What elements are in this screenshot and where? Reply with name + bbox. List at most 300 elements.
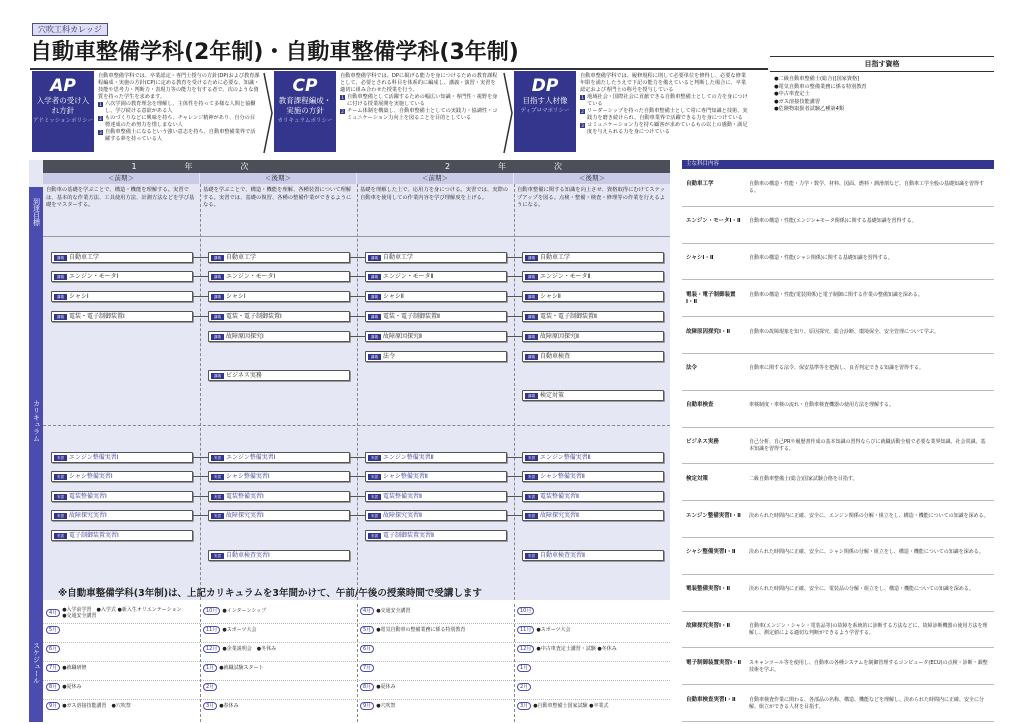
curriculum-grid bbox=[29, 160, 670, 600]
school-badge: 穴吹工科カレッジ bbox=[32, 23, 108, 36]
practical-name: 故障探究実習Ⅱ bbox=[540, 512, 579, 519]
schedule-month: 10月 bbox=[517, 607, 534, 615]
lecture-tag: 講義 bbox=[525, 314, 538, 320]
lecture-tag: 講義 bbox=[368, 255, 381, 261]
qualifications-header: 目指す資格 bbox=[770, 56, 994, 72]
subject-desc: 自己分析、自己PRや履歴書作成の基本知識の習得ならびに就職活動全般で必要な業界知識、社会常識、基本知識を習得する。 bbox=[749, 438, 986, 452]
practical-name: エンジン整備実習Ⅰ bbox=[69, 454, 119, 461]
schedule-row bbox=[203, 702, 354, 710]
subject-name: 検定対策 bbox=[686, 475, 709, 482]
lecture-name: 自動車工学 bbox=[540, 254, 571, 261]
lecture-box bbox=[522, 252, 664, 263]
lecture-name: 自動車工学 bbox=[226, 254, 257, 261]
schedule-event: ●スポーツ大会 bbox=[222, 627, 257, 633]
policy-item: 2 リーダーシップを持った自動車整備士として常に専門知識と技術、実践力を磨き続けられ、自動車業界で活躍できる力を身につけている bbox=[581, 108, 748, 121]
lecture-name: シャシⅠ bbox=[226, 293, 246, 300]
qualification-item: ●中古車査定士 bbox=[774, 91, 810, 97]
schedule-row bbox=[46, 683, 197, 691]
subject-row bbox=[682, 464, 994, 501]
practical-box bbox=[522, 452, 664, 463]
lecture-name: エンジン・モータⅠ bbox=[69, 273, 119, 280]
goal-divider bbox=[43, 236, 670, 237]
subject-row bbox=[682, 317, 994, 354]
practical-tag: 実習 bbox=[525, 474, 538, 480]
subject-row bbox=[682, 170, 994, 207]
lecture-name: ビジネス実務 bbox=[226, 372, 262, 379]
schedule-row bbox=[46, 664, 197, 672]
schedule-row bbox=[517, 626, 668, 634]
schedule-month: 7月 bbox=[360, 664, 374, 672]
practical-name: 電装整備実習Ⅰ bbox=[69, 493, 107, 500]
lecture-box bbox=[365, 311, 507, 322]
side-label: カリキュラム bbox=[29, 237, 43, 604]
practical-tag: 実習 bbox=[54, 474, 67, 480]
connector-line bbox=[507, 515, 522, 516]
lecture-tag: 講義 bbox=[211, 334, 224, 340]
lecture-box bbox=[365, 291, 507, 302]
practical-box bbox=[365, 510, 507, 521]
policy-lead: 自動車整備学科では、DPに掲げる能力を身につけるための教育課程として、必要とされる科目を体系的に編成し、講義・演習・実習を適切に組み合わせた授業を行う。 bbox=[340, 73, 498, 93]
diploma-policy-box bbox=[514, 71, 576, 152]
subject-name: エンジン・モータⅠ・Ⅱ bbox=[686, 218, 741, 225]
practical-tag: 実習 bbox=[368, 513, 381, 519]
practical-name: 故障探究実習Ⅱ bbox=[383, 512, 422, 519]
practical-tag: 実習 bbox=[211, 455, 224, 461]
lecture-name: 検定対策 bbox=[540, 392, 565, 399]
lecture-tag: 講義 bbox=[368, 354, 381, 360]
lecture-name: シャシⅠ bbox=[69, 293, 89, 300]
subject-name: 故障探究実習Ⅰ・Ⅱ bbox=[686, 622, 731, 629]
schedule-row bbox=[46, 626, 197, 634]
practical-box bbox=[365, 491, 507, 502]
column-divider bbox=[357, 184, 358, 600]
practical-name: エンジン整備実習Ⅰ bbox=[226, 454, 276, 461]
schedule-row-divider bbox=[43, 661, 670, 662]
subject-desc: スキャンツール等を使用し、自動車の各種システムを制御管理するコンピュータ(ECU)の点検・診断・調整技術を学ぶ。 bbox=[749, 659, 988, 673]
lecture-name: シャシⅡ bbox=[540, 293, 561, 300]
policy-item: 2 ものづくりなどに興味を持ち、チャレンジ精神があり、自分の目標達成のため努力を惜しまない人 bbox=[99, 115, 256, 128]
lecture-tag: 講義 bbox=[368, 274, 381, 280]
connector-line bbox=[350, 257, 365, 258]
lecture-box bbox=[51, 291, 193, 302]
connector-line bbox=[507, 276, 522, 277]
practical-tag: 実習 bbox=[54, 533, 67, 539]
practical-box bbox=[208, 471, 350, 482]
schedule-row bbox=[203, 664, 354, 672]
schedule-row bbox=[360, 626, 511, 634]
practical-box bbox=[208, 510, 350, 521]
lecture-tag: 講義 bbox=[211, 373, 224, 379]
lecture-name: 電装・電子制御装置Ⅰ bbox=[69, 313, 125, 320]
schedule-event: ●夏休み bbox=[62, 684, 82, 690]
schedule-month: 12月 bbox=[203, 645, 220, 653]
side-label: 到達目標 bbox=[29, 187, 43, 237]
lecture-box bbox=[51, 252, 193, 263]
policy-name: 目指す人材像 bbox=[522, 96, 568, 105]
lecture-box bbox=[522, 271, 664, 282]
schedule-event: ●入学前学習 ●入学式 ●新入生オリエンテーション ●交通安全講習 bbox=[62, 607, 187, 619]
practical-box bbox=[51, 491, 193, 502]
practical-tag: 実習 bbox=[211, 553, 224, 559]
schedule-month: 12月 bbox=[517, 645, 534, 653]
curriculum-policy-box bbox=[274, 71, 336, 152]
lecture-box bbox=[522, 351, 664, 362]
schedule-row bbox=[46, 607, 197, 619]
term-header: ＜後期＞ bbox=[200, 173, 356, 184]
lecture-box bbox=[51, 311, 193, 322]
schedule-month: 2月 bbox=[203, 683, 217, 691]
lecture-name: 故障原因探究Ⅱ bbox=[540, 333, 579, 340]
connector-line bbox=[507, 496, 522, 497]
practical-tag: 実習 bbox=[525, 553, 538, 559]
lecture-box bbox=[51, 271, 193, 282]
curriculum-policy-text bbox=[340, 73, 500, 122]
subject-desc: 自動車検査作業に関わる、各部品の名称、構造、機能などを理解し、決められた時間内に正確、安全に分解、組立ができる人材を目指す。 bbox=[749, 696, 985, 710]
practical-name: 自動車検査実習Ⅱ bbox=[540, 552, 585, 559]
subject-name: 故障原因探究Ⅰ・Ⅱ bbox=[686, 328, 731, 335]
subject-desc: 二級自動車整備士(総合)国家試験合格を目指す。 bbox=[749, 475, 858, 482]
policy-sub: ディプロマポリシー bbox=[520, 108, 570, 114]
schedule-event: ●穴吹祭 bbox=[376, 703, 396, 709]
policy-item: 3 コミュニケーション力を持ち顧客が求めているもの以上の感動・満足度を与えられる力を身につけている bbox=[581, 122, 748, 135]
practical-tag: 実習 bbox=[368, 494, 381, 500]
policy-name: 教育課程編成・実施の方針 bbox=[278, 96, 332, 115]
lecture-tag: 講義 bbox=[525, 354, 538, 360]
schedule-row bbox=[517, 702, 668, 710]
schedule-month: 5月 bbox=[360, 626, 374, 634]
lecture-box bbox=[365, 331, 507, 342]
subject-name: 電装・電子制御装置Ⅰ・Ⅱ bbox=[686, 291, 736, 305]
subject-name: シャシ整備実習Ⅰ・Ⅱ bbox=[686, 549, 736, 556]
subject-desc: 自動車の構造・性能・力学・数学、材料、図面、燃料・潤滑剤など、自動車工学全般の基礎知識を習得する。 bbox=[749, 181, 985, 195]
lecture-box bbox=[365, 252, 507, 263]
lecture-box bbox=[208, 331, 350, 342]
three-year-note: ※自動車整備学科(3年制)は、上記カリキュラムを3年間かけて、午前/午後の授業時間で受講します bbox=[58, 588, 482, 599]
subject-row bbox=[682, 575, 994, 612]
schedule-event: ●自動車整備士国家試験 ●卒業式 bbox=[533, 703, 609, 709]
qualification-item: ●電気自動車の整備業務に係る特別教育 bbox=[774, 83, 867, 90]
qualifications-panel bbox=[770, 56, 994, 114]
lecture-name: 電装・電子制御装置Ⅱ bbox=[540, 313, 597, 320]
subject-row bbox=[682, 648, 994, 685]
schedule-event: ●交通安全講習 bbox=[376, 608, 411, 614]
lecture-box bbox=[522, 390, 664, 401]
schedule-row bbox=[517, 664, 668, 672]
subject-desc: 自動車(エンジン・シャシ・電装品等)の故障を系統的に診断する方法などに、故障診断機器の使用方法を理解し、測定値による適切な判断ができるよう学習する。 bbox=[749, 622, 988, 636]
connector-line bbox=[350, 496, 365, 497]
lecture-box bbox=[522, 331, 664, 342]
policy-item: 2 チーム体制を構築し、自動車整備士としての実践力・協調性・コミュニケーション力向上を図ることを目的としている bbox=[341, 108, 498, 121]
schedule-month: 2月 bbox=[517, 683, 531, 691]
lecture-tag: 講義 bbox=[211, 314, 224, 320]
subject-desc: 決められた時間内に正確、安全に、シャシ関係の分解・組立をし、構造・機能についての知識を深める。 bbox=[749, 549, 984, 556]
subject-row bbox=[682, 244, 994, 281]
lecture-name: 電装・電子制御装置Ⅱ bbox=[383, 313, 440, 320]
lecture-name: シャシⅡ bbox=[383, 293, 404, 300]
schedule-month: 11月 bbox=[203, 626, 220, 634]
practical-name: 故障探究実習Ⅰ bbox=[69, 512, 107, 519]
diploma-policy-text bbox=[580, 73, 748, 136]
practical-box bbox=[365, 452, 507, 463]
lecture-name: 自動車検査 bbox=[540, 353, 571, 360]
goal-text: 基礎を理解した上で、応用力を身につける。実習では、実際の自動車を使用しての作業内容を学び理解度を上げる。 bbox=[360, 187, 509, 201]
schedule-row bbox=[360, 702, 511, 710]
schedule-event: ●中古車査定士講習・試験 ●冬休み bbox=[536, 646, 617, 652]
practical-box bbox=[522, 550, 664, 561]
lecture-tag: 講義 bbox=[211, 255, 224, 261]
practical-box bbox=[208, 452, 350, 463]
lecture-box bbox=[208, 311, 350, 322]
practical-name: 自動車検査実習Ⅰ bbox=[226, 552, 270, 559]
policy-item: 3 自動車整備士になるという強い意志を持ち、自動車整備業界で活躍する夢を持っている人 bbox=[99, 129, 256, 142]
arrow-chevron-icon bbox=[262, 71, 274, 155]
lecture-box bbox=[365, 351, 507, 362]
schedule-event: ●インターンシップ bbox=[222, 608, 267, 614]
schedule-month: 10月 bbox=[203, 607, 220, 615]
subject-row bbox=[682, 612, 994, 649]
practical-box bbox=[208, 491, 350, 502]
connector-line bbox=[507, 336, 522, 337]
schedule-divider bbox=[357, 604, 358, 722]
goal-text: 基礎を学ぶことで、構造・機能を理解、各種装置について理解する。実習では、基礎の復習、各種の整備作業ができるようになる。 bbox=[203, 187, 352, 208]
subject-desc: 決められた時間内に正確、安全に、電装品の分解・組立をし、構造・機能についての知識を深める。 bbox=[749, 586, 974, 593]
schedule-divider bbox=[514, 604, 515, 722]
policy-abbr: DP bbox=[531, 76, 559, 96]
schedule-row bbox=[203, 683, 354, 691]
arrow-chevron-icon bbox=[502, 71, 514, 155]
subject-desc: 自動車の故障現象を知り、原因探究、総合診断、環境保全、安全管理について学ぶ。 bbox=[749, 328, 940, 335]
lecture-name: 法令 bbox=[383, 353, 396, 360]
schedule-row bbox=[360, 645, 511, 653]
schedule-month: 7月 bbox=[46, 664, 60, 672]
lecture-tag: 講義 bbox=[211, 294, 224, 300]
qualification-item: ●危険物取扱者試験乙種第4類 bbox=[774, 106, 845, 112]
connector-line bbox=[350, 457, 365, 458]
policy-abbr: AP bbox=[50, 76, 76, 96]
practical-name: 電装整備実習Ⅱ bbox=[540, 493, 579, 500]
schedule-event: ●企業説明会 ●冬休み bbox=[222, 646, 277, 652]
side-label: スケジュール bbox=[29, 604, 43, 722]
schedule-row bbox=[46, 645, 197, 653]
practical-name: 電装整備実習Ⅰ bbox=[226, 493, 264, 500]
lecture-tag: 講義 bbox=[54, 255, 67, 261]
schedule-month: 4月 bbox=[46, 609, 60, 617]
practical-box bbox=[51, 452, 193, 463]
schedule-row bbox=[517, 683, 668, 691]
subject-row bbox=[682, 685, 994, 722]
practical-name: シャシ整備実習Ⅰ bbox=[226, 473, 270, 480]
subject-desc: 自動車の構造・性能(シャシ関係)に関する基礎知識を習得する。 bbox=[749, 254, 893, 261]
practical-box bbox=[365, 471, 507, 482]
schedule-row bbox=[360, 607, 511, 615]
practical-tag: 実習 bbox=[368, 455, 381, 461]
subject-row bbox=[682, 428, 994, 465]
lecture-name: エンジン・モータⅡ bbox=[383, 273, 434, 280]
policy-sub: カリキュラムポリシー bbox=[277, 118, 333, 124]
practical-tag: 実習 bbox=[368, 474, 381, 480]
practical-tag: 実習 bbox=[211, 494, 224, 500]
schedule-month: 3月 bbox=[203, 702, 217, 710]
schedule-row bbox=[517, 607, 668, 615]
connector-line bbox=[193, 296, 208, 297]
subject-name: 自動車検査実習Ⅰ・Ⅱ bbox=[686, 696, 736, 703]
schedule-month: 9月 bbox=[360, 702, 374, 710]
practical-name: シャシ整備実習Ⅱ bbox=[540, 473, 585, 480]
term-header: ＜前期＞ bbox=[357, 173, 513, 184]
schedule-row-divider bbox=[43, 623, 670, 624]
connector-line bbox=[350, 316, 365, 317]
lecture-tag: 講義 bbox=[54, 294, 67, 300]
schedule-month: 1月 bbox=[517, 664, 531, 672]
lecture-tag: 講義 bbox=[54, 314, 67, 320]
connector-line bbox=[350, 515, 365, 516]
admission-policy-text bbox=[98, 73, 260, 143]
policy-abbr: CP bbox=[292, 76, 318, 96]
policy-item: 1 六次学園の教育理念を理解し、主体性を持って多様な人間と協働し、学び続ける意欲がある人 bbox=[99, 101, 256, 114]
subject-row bbox=[682, 391, 994, 428]
practical-name: シャシ整備実習Ⅰ bbox=[69, 473, 113, 480]
lecture-box bbox=[522, 311, 664, 322]
goal-text: 自動車整備に関する知識を向上させ、資格取得にむけてステップアップを図る。点検・整備・検査・修理等の作業を行えるようになる。 bbox=[517, 187, 666, 208]
lecture-tag: 講義 bbox=[368, 314, 381, 320]
subject-row bbox=[682, 501, 994, 538]
schedule-month: 9月 bbox=[46, 702, 60, 710]
schedule-month: 11月 bbox=[517, 626, 534, 634]
schedule-event: ●就職試験スタート bbox=[219, 665, 264, 671]
lecture-box bbox=[365, 271, 507, 282]
practical-tag: 実習 bbox=[54, 494, 67, 500]
schedule-month: 6月 bbox=[360, 645, 374, 653]
schedule-row bbox=[203, 645, 354, 653]
policy-item: 1 地域社会・国際社会に貢献できる自動車整備士としての力を身につけている bbox=[581, 94, 748, 107]
lecture-tag: 講義 bbox=[368, 334, 381, 340]
connector-line bbox=[193, 476, 208, 477]
connector-line bbox=[350, 296, 365, 297]
schedule-row bbox=[203, 607, 354, 615]
page-title: 自動車整備学科(2年制)・自動車整備学科(3年制) bbox=[30, 40, 519, 65]
lecture-name: 故障原因探究Ⅰ bbox=[226, 333, 264, 340]
schedule-row bbox=[517, 645, 668, 653]
schedule-month: 8月 bbox=[46, 683, 60, 691]
qualifications-list bbox=[770, 76, 994, 114]
schedule-row bbox=[360, 664, 511, 672]
lecture-tag: 講義 bbox=[525, 393, 538, 399]
subject-name: 電子制御装置実習Ⅰ・Ⅱ bbox=[686, 659, 742, 666]
subject-name: 電装整備実習Ⅰ・Ⅱ bbox=[686, 586, 731, 593]
subject-name: ビジネス実務 bbox=[686, 438, 719, 445]
subject-name: 自動車工学 bbox=[686, 181, 714, 188]
schedule-month: 5月 bbox=[46, 626, 60, 634]
schedule-month: 4月 bbox=[360, 607, 374, 615]
schedule-month: 1月 bbox=[203, 664, 217, 672]
lecture-name: エンジン・モータⅠ bbox=[226, 273, 276, 280]
admission-policy-box bbox=[32, 71, 94, 152]
lecture-tag: 講義 bbox=[525, 334, 538, 340]
schedule-event: ●夏休み bbox=[376, 684, 396, 690]
lecture-name: 故障原因探究Ⅱ bbox=[383, 333, 422, 340]
subject-row bbox=[682, 280, 994, 317]
connector-line bbox=[350, 476, 365, 477]
connector-line bbox=[193, 515, 208, 516]
practical-box bbox=[522, 491, 664, 502]
connector-line bbox=[193, 496, 208, 497]
term-header: ＜前期＞ bbox=[43, 173, 199, 184]
practical-box bbox=[51, 530, 193, 541]
column-divider bbox=[514, 184, 515, 600]
lecture-name: 電装・電子制御装置Ⅰ bbox=[226, 313, 282, 320]
title-divider bbox=[30, 68, 768, 70]
subject-name: エンジン整備実習Ⅰ・Ⅱ bbox=[686, 512, 741, 519]
schedule-row bbox=[360, 683, 511, 691]
practical-box bbox=[522, 471, 664, 482]
practical-name: 故障探究実習Ⅰ bbox=[226, 512, 264, 519]
lecture-box bbox=[208, 271, 350, 282]
practical-tag: 実習 bbox=[54, 513, 67, 519]
connector-line bbox=[507, 457, 522, 458]
practical-tag: 実習 bbox=[368, 533, 381, 539]
qualification-item: ●二級自動車整備士(総合)[国家資格] bbox=[774, 76, 860, 82]
practical-box bbox=[522, 510, 664, 521]
connector-line bbox=[350, 336, 365, 337]
practical-name: 電装整備実習Ⅱ bbox=[383, 493, 422, 500]
policy-name: 入学者の受け入れ方針 bbox=[36, 96, 90, 115]
lecture-tag: 講義 bbox=[368, 294, 381, 300]
lecture-box bbox=[208, 291, 350, 302]
connector-line bbox=[507, 257, 522, 258]
year-header: 2 年 次 bbox=[357, 160, 670, 173]
subject-name: シャシⅠ・Ⅱ bbox=[686, 254, 714, 261]
connector-line bbox=[507, 316, 522, 317]
schedule-row-divider bbox=[43, 699, 670, 700]
practical-name: 電子制御装置実習Ⅱ bbox=[383, 532, 434, 539]
subjects-header: 主な科目内容 bbox=[682, 160, 994, 169]
schedule-month: 3月 bbox=[517, 702, 531, 710]
lecture-tag: 講義 bbox=[54, 274, 67, 280]
practical-name: エンジン整備実習Ⅱ bbox=[383, 454, 434, 461]
practical-tag: 実習 bbox=[525, 494, 538, 500]
policy-lead: 自動車整備学科では、卒業認定・専門士授与の方針(DP)および教育課程編成・実施の方針(CP)に定める教育を受けるために必要な、知識・技能や思考力・判断力・表現力等の能力を有する者で、次のような資質を持った学生を求めます。 bbox=[98, 73, 260, 100]
practical-tag: 実習 bbox=[525, 513, 538, 519]
lecture-tag: 講義 bbox=[525, 294, 538, 300]
subject-name: 法令 bbox=[686, 365, 698, 372]
schedule-row bbox=[203, 626, 354, 634]
subject-name: 自動車検査 bbox=[686, 402, 714, 409]
subject-desc: 車検制度・車検の流れ・自動車検査機器の使用方法を理解する。 bbox=[749, 402, 895, 409]
practical-tag: 実習 bbox=[54, 455, 67, 461]
subject-row bbox=[682, 207, 994, 244]
connector-line bbox=[193, 257, 208, 258]
qualification-item: ●ガス溶接技能講習 bbox=[774, 98, 821, 105]
schedule-row-divider bbox=[43, 642, 670, 643]
subject-desc: 自動車の構造・性能(エンジン+モータ関係)に関する基礎知識を習得する。 bbox=[749, 218, 917, 225]
policy-item: 1 自動車整備として活躍するための幅広い知識・専門性・視野を身に付ける授業展開を実施している bbox=[341, 94, 498, 107]
term-header: ＜後期＞ bbox=[514, 173, 670, 184]
policy-lead: 自動車整備学科では、履修規程に則して必要単位を修得し、必要な修業年限を満たしたうえで下記の能力を備えていると判断した場合に、卒業認定および専門士の称号を授与している bbox=[580, 73, 747, 93]
practical-tag: 実習 bbox=[211, 474, 224, 480]
schedule-row-divider bbox=[43, 680, 670, 681]
connector-line bbox=[193, 316, 208, 317]
goal-text: 自動車の基礎を学ぶことで、構造・機能を理解する。実習では、基本的な作業方法、工具使用方法、計測方法などを学び基礎をマスターする。 bbox=[46, 187, 195, 208]
lecture-tag: 講義 bbox=[211, 274, 224, 280]
lecture-box bbox=[522, 291, 664, 302]
schedule-event: ●ガス溶接技能講習 ●穴吹祭 bbox=[62, 703, 131, 709]
practical-box bbox=[208, 550, 350, 561]
practical-name: エンジン整備実習Ⅱ bbox=[540, 454, 591, 461]
subject-desc: 自動車に関する法令、保安基準等を把握し、良否判定できる知識を習得する。 bbox=[749, 365, 925, 372]
year-header: 1 年 次 bbox=[43, 160, 357, 173]
schedule-month: 6月 bbox=[46, 645, 60, 653]
practical-tag: 実習 bbox=[211, 513, 224, 519]
